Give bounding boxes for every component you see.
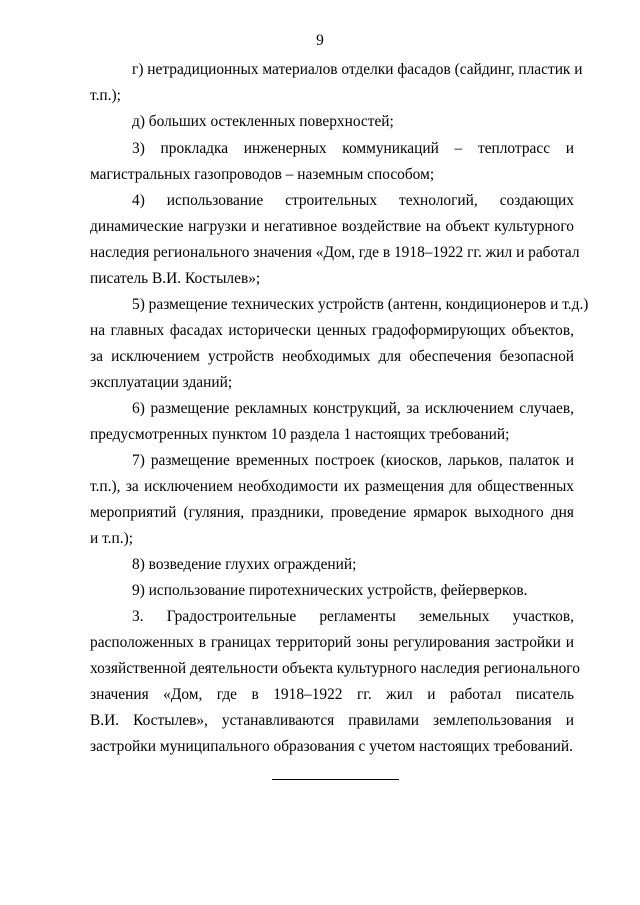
end-separator-line	[272, 779, 399, 780]
text-line: значения «Дом, где в 1918–1922 гг. жил и работал писатель	[90, 686, 574, 703]
text-line: 3. Градостроительные регламенты земельных участков,	[132, 608, 574, 625]
text-line: магистральных газопроводов – наземным способом;	[90, 166, 435, 183]
text-line: за исключением устройств необходимых для обеспечения безопасной	[90, 348, 574, 365]
text-line: предусмотренных пунктом 10 раздела 1 настоящих требований;	[90, 426, 510, 443]
page-number: 9	[316, 32, 324, 49]
text-line: писатель В.И. Костылев»;	[90, 270, 261, 287]
text-line: 3) прокладка инженерных коммуникаций – теплотрасс и	[132, 140, 574, 157]
text-line: мероприятий (гуляния, праздники, проведение ярмарок выходного дня	[90, 504, 574, 521]
text-line: 6) размещение рекламных конструкций, за исключением случаев,	[132, 400, 574, 417]
text-line: 4) использование строительных технологий, создающих	[132, 192, 574, 209]
text-line: застройки муниципального образования с учетом настоящих требований.	[90, 738, 573, 755]
text-line: 8) возведение глухих ограждений;	[132, 556, 357, 573]
text-line: на главных фасадах исторически ценных градоформирующих объектов,	[90, 322, 574, 339]
text-line: г) нетрадиционных материалов отделки фасадов (сайдинг, пластик и	[132, 61, 583, 78]
text-line: и т.п.);	[90, 530, 133, 547]
text-line: эксплуатации зданий;	[90, 374, 233, 391]
text-line: наследия регионального значения «Дом, где в 1918–1922 гг. жил и работал	[90, 244, 580, 261]
text-line: динамические нагрузки и негативное воздействие на объект культурного	[90, 218, 574, 235]
text-line: т.п.);	[90, 87, 121, 104]
text-line: 9) использование пиротехнических устройств, фейерверков.	[132, 582, 528, 599]
text-line: хозяйственной деятельности объекта культурного наследия регионального	[90, 660, 580, 677]
text-line: 7) размещение временных построек (киосков, ларьков, палаток и	[132, 452, 574, 469]
text-line: т.п.), за исключением необходимости их размещения для общественных	[90, 478, 574, 495]
text-line: В.И. Костылев», устанавливаются правилами землепользования и	[90, 712, 574, 729]
text-line: расположенных в границах территорий зоны регулирования застройки и	[90, 634, 574, 651]
text-line: д) больших остекленных поверхностей;	[132, 113, 394, 130]
text-line: 5) размещение технических устройств (антенн, кондиционеров и т.д.)	[132, 296, 589, 313]
